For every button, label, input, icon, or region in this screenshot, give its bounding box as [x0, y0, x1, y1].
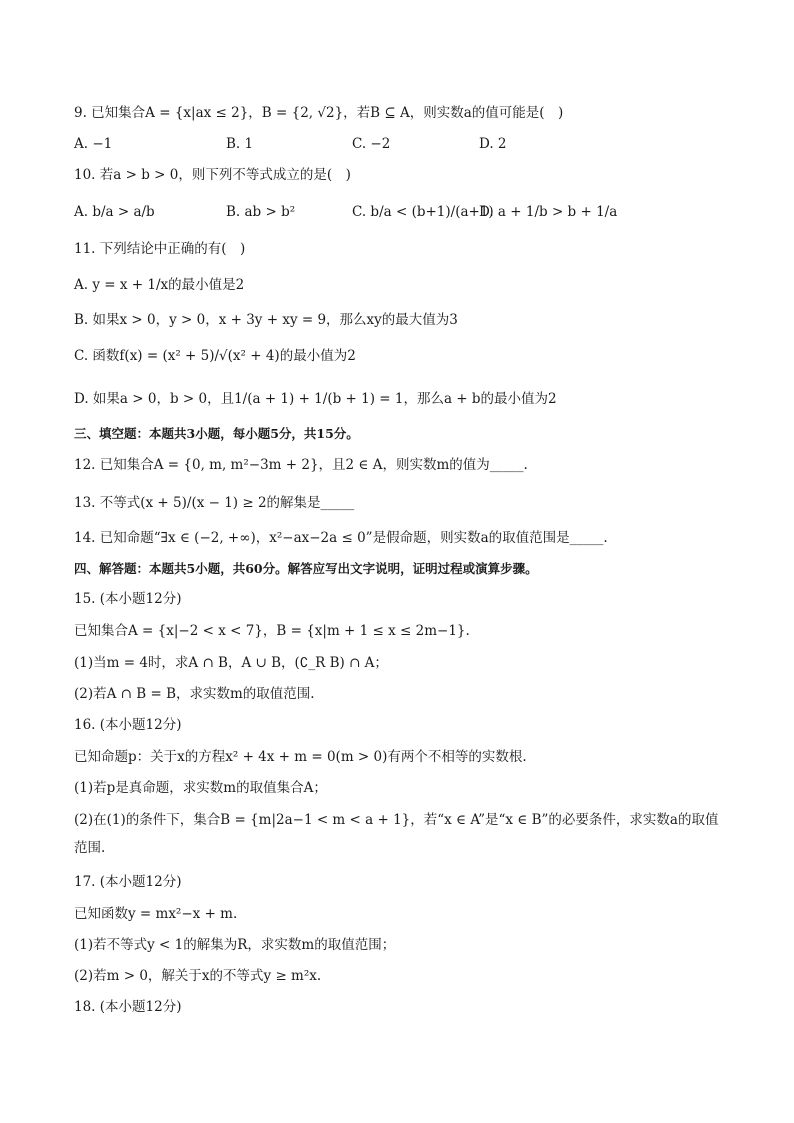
question-16-part-2: (2)在(1)的条件下，集合B = {m|2a−1 < m < a + 1}，若“x ∈ A”是“x ∈ B”的必要条件，求实数a的取值范围.	[74, 812, 719, 856]
question-11: 11. 下列结论中正确的有( )	[74, 241, 246, 257]
question-15: 15. (本小题12分)	[74, 591, 182, 607]
question-17-part-1: (1)若不等式y < 1的解集为R，求实数m的取值范围；	[74, 937, 396, 953]
option-b: B. 1	[226, 136, 254, 152]
question-14: 14. 已知命题“∃x ∈ (−2, +∞)，x²−ax−2a ≤ 0”是假命题，则实数a的取值范围是_____.	[74, 530, 608, 546]
option-c: C. b/a < (b+1)/(a+1)	[352, 204, 494, 220]
question-16-part-1: (1)若p是真命题，求实数m的取值集合A；	[74, 780, 327, 796]
question-15-part-2: (2)若A ∩ B = B，求实数m的取值范围.	[74, 686, 315, 702]
question-13: 13. 不等式(x + 5)/(x − 1) ≥ 2的解集是_____	[74, 495, 355, 511]
question-17-part-2: (2)若m > 0，解关于x的不等式y ≥ m²x.	[74, 968, 322, 984]
option-a: A. b/a > a/b	[74, 204, 155, 220]
option-b: B. ab > b²	[226, 204, 296, 220]
question-11-option-c: C. 函数f(x) = (x² + 5)/√(x² + 4)的最小值为2	[74, 348, 356, 364]
section-3-heading: 三、填空题：本题共3小题，每小题5分，共15分。	[74, 426, 359, 441]
question-15-part-1: (1)当m = 4时，求A ∩ B，A ∪ B，(∁_R B) ∩ A；	[74, 655, 388, 671]
question-11-option-a: A. y = x + 1/x的最小值是2	[74, 277, 245, 293]
question-16-stem: 已知命题p：关于x的方程x² + 4x + m = 0(m > 0)有两个不相等的实数根.	[74, 749, 527, 765]
question-11-option-b: B. 如果x > 0，y > 0，x + 3y + xy = 9，那么xy的最大值为3	[74, 312, 458, 328]
question-17-stem: 已知函数y = mx²−x + m.	[74, 906, 238, 922]
option-d: D. a + 1/b > b + 1/a	[479, 204, 618, 220]
question-17: 17. (本小题12分)	[74, 874, 182, 890]
option-a: A. −1	[74, 136, 113, 152]
question-18: 18. (本小题12分)	[74, 999, 182, 1015]
question-15-stem: 已知集合A = {x|−2 < x < 7}，B = {x|m + 1 ≤ x ≤ 2m−1}.	[74, 623, 470, 639]
section-4-heading: 四、解答题：本题共5小题，共60分。解答应写出文字说明，证明过程或演算步骤。	[74, 561, 538, 576]
question-11-option-d: D. 如果a > 0，b > 0，且1/(a + 1) + 1/(b + 1) = 1，那么a + b的最小值为2	[74, 391, 557, 407]
question-12: 12. 已知集合A = {0, m, m²−3m + 2}，且2 ∈ A，则实数m的值为_____.	[74, 457, 528, 473]
question-16: 16. (本小题12分)	[74, 717, 182, 733]
option-d: D. 2	[479, 136, 507, 152]
question-9: 9. 已知集合A = {x|ax ≤ 2}，B = {2, √2}，若B ⊆ A，则实数a的值可能是( )	[74, 105, 564, 121]
option-c: C. −2	[352, 136, 391, 152]
question-9-options	[74, 135, 724, 153]
question-10: 10. 若a > b > 0，则下列不等式成立的是( )	[74, 167, 351, 183]
question-10-options	[74, 203, 724, 221]
